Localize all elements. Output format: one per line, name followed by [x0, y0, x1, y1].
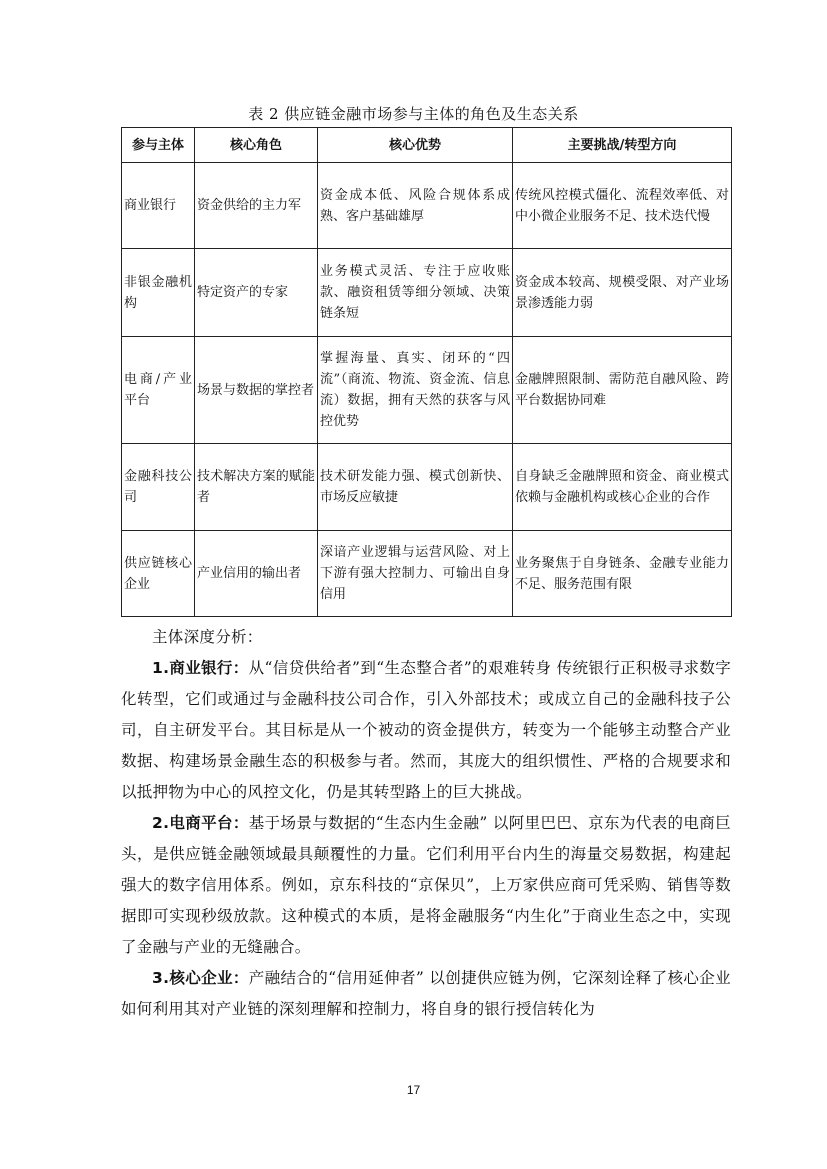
header-challenge: 主要挑战/转型方向	[513, 128, 732, 163]
table-row	[122, 163, 732, 249]
cell-challenge: 金融牌照限制、需防范自融风险、跨平台数据协同难	[513, 337, 732, 444]
cell-advantage: 业务模式灵活、专注于应收账款、融资租赁等细分领域、决策链条短	[318, 249, 513, 337]
table-row	[122, 531, 732, 617]
header-participant: 参与主体	[122, 128, 195, 163]
cell-role: 场景与数据的掌控者	[195, 337, 318, 444]
cell-challenge: 自身缺乏金融牌照和资金、商业模式依赖与金融机构或核心企业的合作	[513, 444, 732, 531]
cell-advantage: 深谙产业逻辑与运营风险、对上下游有强大控制力、可输出自身信用	[318, 531, 513, 617]
cell-challenge: 业务聚焦于自身链条、金融专业能力不足、服务范围有限	[513, 531, 732, 617]
cell-advantage: 资金成本低、风险合规体系成熟、客户基础雄厚	[318, 163, 513, 249]
cell-role: 技术解决方案的赋能者	[195, 444, 318, 531]
text-ecommerce: 基于场景与数据的“生态内生金融” 以阿里巴巴、京东为代表的电商巨头，是供应链金融领域最具颠覆性的力量。它们利用平台内生的海量交易数据，构建起强大的数字信用体系。例如，京东科技的“京保贝”，上万家供应商可凭采购、销售等数据即可实现秒级放款。这种模式的本质，是将金融服务“内生化”于商业生态之中，实现了金融与产业的无缝融合。	[121, 814, 731, 956]
paragraph-core-enterprise	[121, 963, 731, 1025]
header-core-advantage: 核心优势	[318, 128, 513, 163]
cell-advantage: 技术研发能力强、模式创新快、市场反应敏捷	[318, 444, 513, 531]
cell-role: 产业信用的输出者	[195, 531, 318, 617]
paragraph-ecommerce	[121, 808, 731, 963]
paragraph-commercial-bank	[121, 653, 731, 808]
text-core-enterprise: 产融结合的“信用延伸者” 以创捷供应链为例，它深刻诠释了核心企业如何利用其对产业链的深刻理解和控制力，将自身的银行授信转化为	[121, 969, 731, 1018]
cell-challenge: 传统风控模式僵化、流程效率低、对中小微企业服务不足、技术迭代慢	[513, 163, 732, 249]
cell-participant: 非银金融机构	[122, 249, 195, 337]
text-commercial-bank: 从“信贷供给者”到“生态整合者”的艰难转身 传统银行正积极寻求数字化转型，它们或通过与金融科技公司合作，引入外部技术；或成立自己的金融科技子公司，自主研发平台。其目标是从一个被动的资金提供方，转变为一个能够主动整合产业数据、构建场景金融生态的积极参与者。然而，其庞大的组织惯性、严格的合规要求和以抵押物为中心的风控文化，仍是其转型路上的巨大挑战。	[121, 659, 731, 801]
heading-core-enterprise: 3.核心企业：	[152, 969, 249, 987]
cell-participant: 供应链核心企业	[122, 531, 195, 617]
cell-advantage: 掌握海量、真实、闭环的“四流”（商流、物流、资金流、信息流）数据，拥有天然的获客与风控优势	[318, 337, 513, 444]
table-row	[122, 249, 732, 337]
analysis-section	[121, 622, 731, 1025]
participants-table	[121, 127, 732, 617]
cell-role: 资金供给的主力军	[195, 163, 318, 249]
table-row	[122, 337, 732, 444]
table-header-row	[122, 128, 732, 163]
cell-participant: 电商/产业平台	[122, 337, 195, 444]
header-core-role: 核心角色	[195, 128, 318, 163]
page-number: 17	[406, 1083, 421, 1097]
table-row	[122, 444, 732, 531]
cell-role: 特定资产的专家	[195, 249, 318, 337]
heading-commercial-bank: 1.商业银行：	[152, 659, 249, 677]
heading-ecommerce: 2.电商平台：	[152, 814, 249, 832]
cell-participant: 金融科技公司	[122, 444, 195, 531]
cell-participant: 商业银行	[122, 163, 195, 249]
cell-challenge: 资金成本较高、规模受限、对产业场景渗透能力弱	[513, 249, 732, 337]
table-caption: 表 2 供应链金融市场参与主体的角色及生态关系	[248, 105, 579, 123]
analysis-intro: 主体深度分析：	[152, 628, 263, 646]
